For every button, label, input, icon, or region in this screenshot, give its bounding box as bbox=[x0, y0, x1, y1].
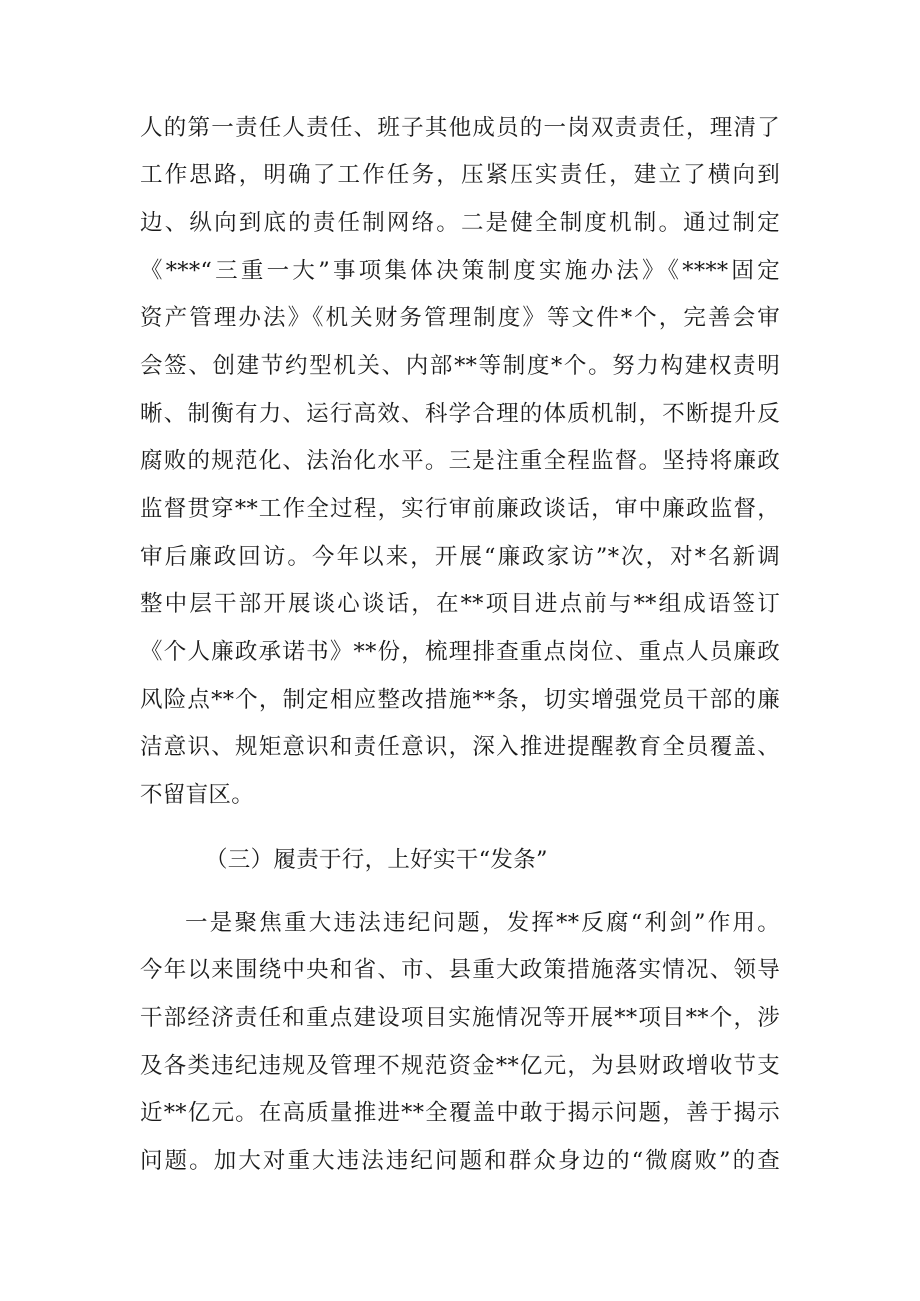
body-line: 腐败的规范化、法治化水平。三是注重全程监督。坚持将廉政 bbox=[140, 448, 780, 474]
body-line: 边、纵向到底的责任制网络。二是健全制度机制。通过制定 bbox=[140, 210, 780, 236]
body-line: 资产管理办法》《机关财务管理制度》等文件*个，完善会审 bbox=[140, 305, 780, 331]
body-line: 今年以来围绕中央和省、市、县重大政策措施落实情况、领导 bbox=[140, 957, 780, 983]
body-line: 不留盲区。 bbox=[140, 782, 255, 808]
body-line: 风险点**个，制定相应整改措施**条，切实增强党员干部的廉 bbox=[140, 687, 780, 713]
body-line: 监督贯穿**工作全过程，实行审前廉政谈话，审中廉政监督， bbox=[140, 496, 780, 522]
body-line: 审后廉政回访。今年以来，开展“廉政家访”*次，对*名新调 bbox=[140, 544, 780, 570]
body-line: 工作思路，明确了工作任务，压紧压实责任，建立了横向到 bbox=[140, 162, 780, 188]
body-line: 《个人廉政承诺书》**份，梳理排查重点岗位、重点人员廉政 bbox=[140, 639, 780, 665]
body-line: 及各类违纪违规及管理不规范资金**亿元，为县财政增收节支 bbox=[140, 1053, 780, 1079]
body-line: 一是聚焦重大违法违纪问题，发挥**反腐“利剑”作用。 bbox=[185, 910, 780, 936]
body-line: 人的第一责任人责任、班子其他成员的一岗双责责任，理清了 bbox=[140, 115, 780, 141]
body-line: 近**亿元。在高质量推进**全覆盖中敢于揭示问题，善于揭示 bbox=[140, 1100, 780, 1126]
body-line: 问题。加大对重大违法违纪问题和群众身边的“微腐败”的查 bbox=[140, 1148, 780, 1174]
body-line: 洁意识、规矩意识和责任意识，深入推进提醒教育全员覆盖、 bbox=[140, 734, 780, 760]
body-line: 整中层干部开展谈心谈话，在**项目进点前与**组成语签订 bbox=[140, 591, 780, 617]
body-line: 《***“三重一大”事项集体决策制度实施办法》《****固定 bbox=[140, 258, 780, 284]
body-line: 会签、创建节约型机关、内部**等制度*个。努力构建权责明 bbox=[140, 353, 780, 379]
section-heading: （三）履责于行，上好实干“发条” bbox=[205, 847, 548, 873]
body-line: 干部经济责任和重点建设项目实施情况等开展**项目**个，涉 bbox=[140, 1005, 780, 1031]
body-line: 晰、制衡有力、运行高效、科学合理的体质机制，不断提升反 bbox=[140, 401, 780, 427]
